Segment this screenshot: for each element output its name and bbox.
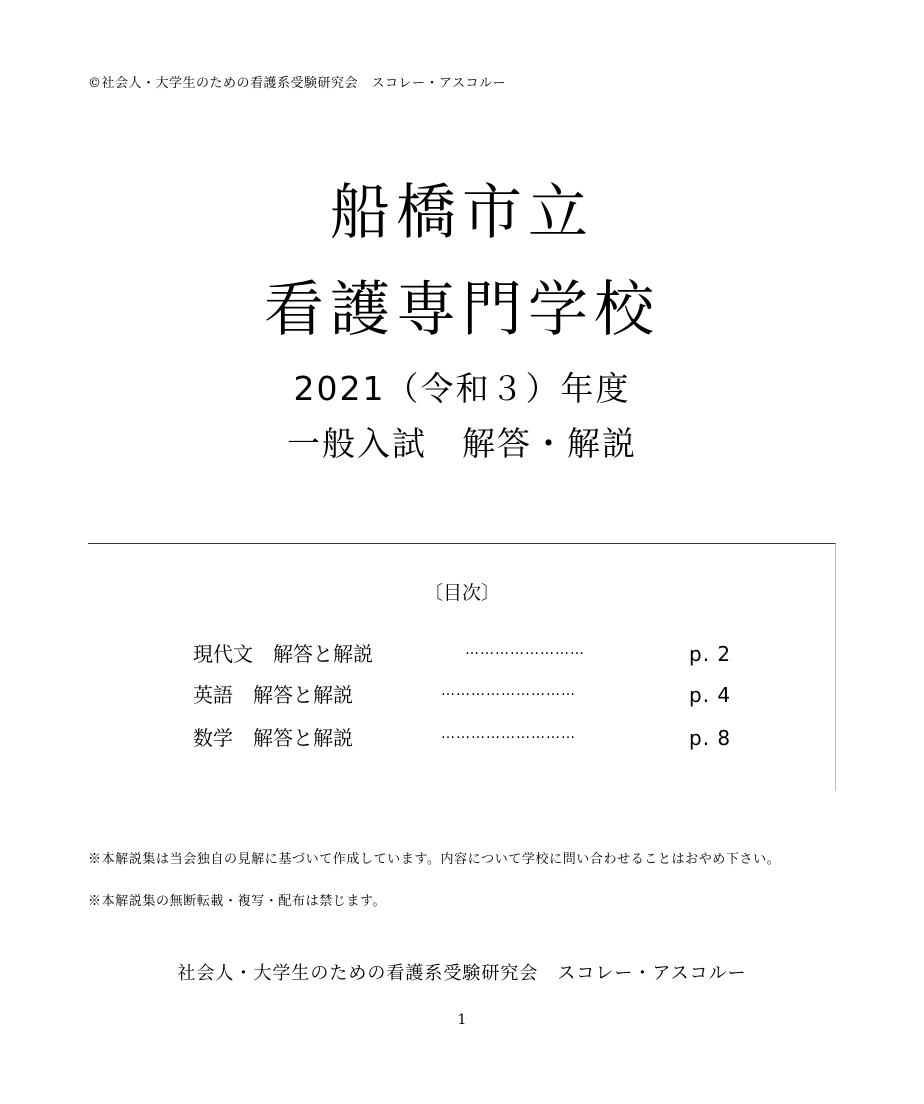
- toc-item-label: 英語 解答と解説: [193, 683, 353, 707]
- copyright-header: ©社会人・大学生のための看護系受験研究会 スコレー・アスコルー: [88, 76, 506, 91]
- toc-item-label: 現代文 解答と解説: [193, 642, 373, 666]
- toc-page-number: p. 4: [689, 683, 732, 707]
- exam-year: 2021（令和３）年度: [293, 369, 631, 408]
- toc-item-japanese: [193, 640, 753, 668]
- toc-page-number: p. 2: [689, 642, 732, 666]
- toc-heading: 〔目次〕: [423, 582, 500, 604]
- toc-leader-dots: ………………………: [441, 726, 576, 742]
- disclaimer-note: ※本解説集は当会独自の見解に基づいて作成しています。内容について学校に問い合わせることはおやめ下さい。: [88, 852, 781, 867]
- exam-title: 一般入試 解答・解説: [287, 424, 637, 463]
- copyright-note: ※本解説集の無断転載・複写・配布は禁じます。: [88, 894, 387, 909]
- toc-item-english: [193, 681, 753, 709]
- school-name-line1: 船橋市立: [330, 178, 594, 248]
- toc-leader-dots: ……………………: [465, 642, 585, 658]
- table-of-contents: [88, 543, 836, 791]
- toc-item-label: 数学 解答と解説: [193, 726, 353, 750]
- toc-page-number: p. 8: [689, 726, 732, 750]
- page-number: 1: [457, 1012, 467, 1028]
- school-name-line2: 看護専門学校: [264, 275, 660, 345]
- toc-item-math: [193, 724, 753, 752]
- toc-leader-dots: ………………………: [441, 683, 576, 699]
- footer-organization: 社会人・大学生のための看護系受験研究会 スコレー・アスコルー: [177, 963, 747, 984]
